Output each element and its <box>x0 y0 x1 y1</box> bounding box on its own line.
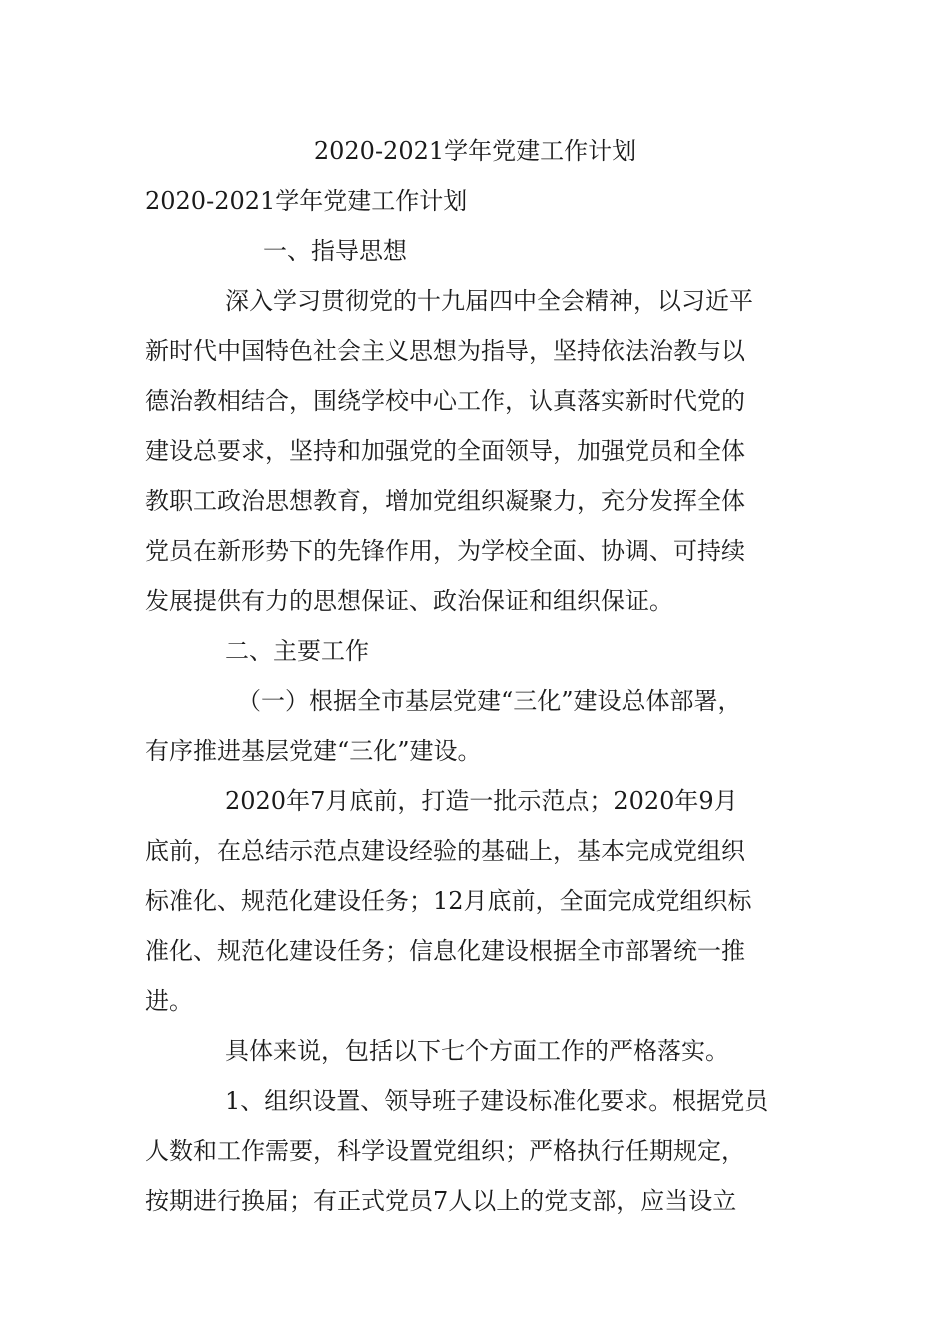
paragraph-line: 底前，在总结示范点建设经验的基础上，基本完成党组织 <box>145 837 745 865</box>
paragraph-line: 进。 <box>145 987 193 1015</box>
paragraph-line: 德治教相结合，围绕学校中心工作，认真落实新时代党的 <box>145 387 745 415</box>
paragraph-line: 有序推进基层党建“三化”建设。 <box>145 737 482 765</box>
paragraph-line: 具体来说，包括以下七个方面工作的严格落实。 <box>225 1037 729 1065</box>
paragraph-line: 2020年7月底前，打造一批示范点；2020年9月 <box>225 787 738 815</box>
paragraph-line: 新时代中国特色社会主义思想为指导，坚持依法治教与以 <box>145 337 745 365</box>
paragraph-line: 党员在新形势下的先锋作用，为学校全面、协调、可持续 <box>145 537 745 565</box>
paragraph-line: 建设总要求，坚持和加强党的全面领导，加强党员和全体 <box>145 437 745 465</box>
paragraph-line: （一）根据全市基层党建“三化”建设总体部署， <box>237 687 742 715</box>
paragraph-line: 教职工政治思想教育，增加党组织凝聚力，充分发挥全体 <box>145 487 745 515</box>
document-subtitle: 2020-2021学年党建工作计划 <box>145 187 468 215</box>
page-title: 2020-2021学年党建工作计划 <box>313 137 637 165</box>
paragraph-line: 1、组织设置、领导班子建设标准化要求。根据党员 <box>225 1087 769 1115</box>
paragraph-line: 深入学习贯彻党的十九届四中全会精神，以习近平 <box>225 287 753 315</box>
section-heading-guiding-ideology: 一、指导思想 <box>263 237 407 265</box>
paragraph-line: 发展提供有力的思想保证、政治保证和组织保证。 <box>145 587 673 615</box>
paragraph-line: 标准化、规范化建设任务；12月底前，全面完成党组织标 <box>145 887 752 915</box>
section-heading-main-work: 二、主要工作 <box>225 637 369 665</box>
paragraph-line: 人数和工作需要，科学设置党组织；严格执行任期规定， <box>145 1137 745 1165</box>
paragraph-line: 准化、规范化建设任务；信息化建设根据全市部署统一推 <box>145 937 745 965</box>
paragraph-line: 按期进行换届；有正式党员7人以上的党支部，应当设立 <box>145 1187 737 1215</box>
